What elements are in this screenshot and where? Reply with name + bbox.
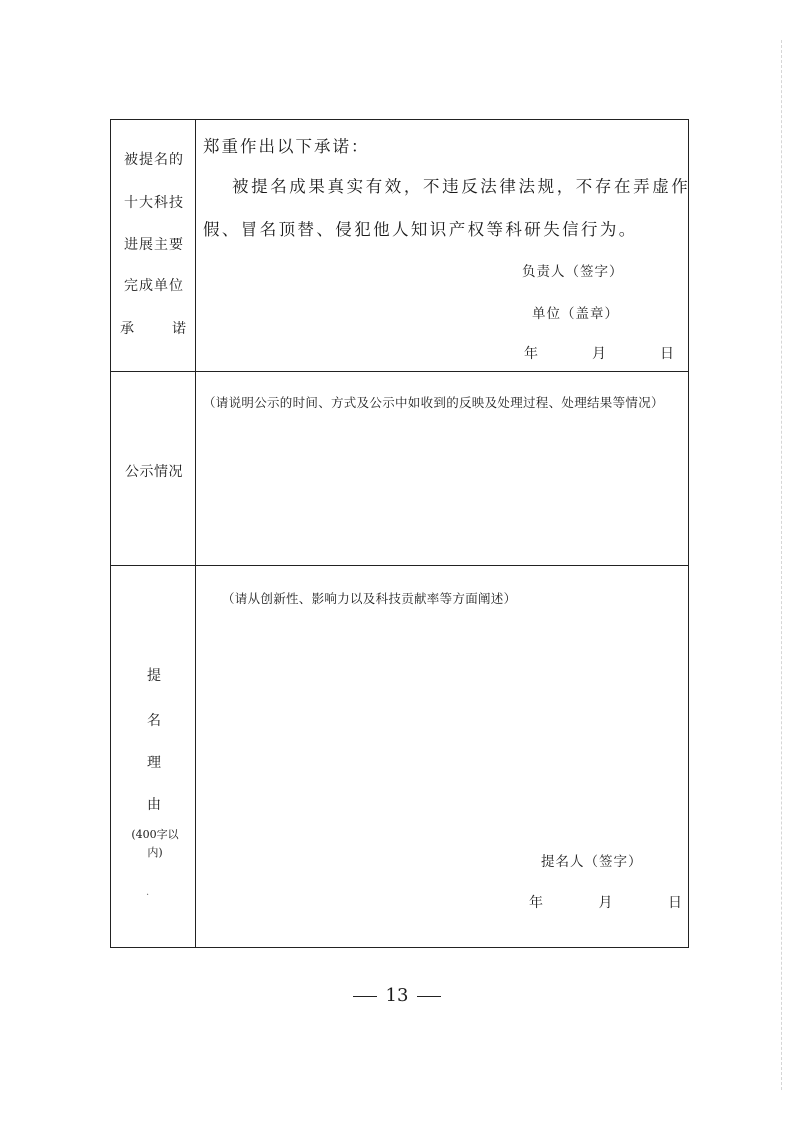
publicity-instructions: （请说明公示的时间、方式及公示中如收到的反映及处理过程、处理结果等情况） [203,395,664,410]
date-month: 月 [592,346,606,362]
date-month: 月 [598,895,613,911]
word-limit-note [123,826,187,862]
date-day: 日 [660,346,674,362]
nominator-signature: 提名人（签字） [541,854,643,870]
page-number-dash-left [353,996,377,997]
row-divider-2 [111,565,688,566]
row1-label-char-2: 诺 [172,321,186,337]
commitment-text-line-2: 假、冒名顶替、侵犯他人知识产权等科研失信行为。 [203,220,638,239]
page-number [0,985,794,1006]
scan-edge-artifact [781,40,782,1090]
row1-label-line-1: 被提名的 [124,152,184,168]
reason-label-char-1: 提 [147,668,161,684]
row1-label-line-5 [120,318,186,338]
word-limit-line-1: (400字以 [131,828,179,841]
row1-label-char-1: 承 [120,321,134,337]
word-limit-line-2: 内) [147,846,163,859]
column-divider [195,120,196,947]
page-number-value: 13 [385,985,409,1006]
row-divider-1 [111,371,688,372]
reason-instructions: （请从创新性、影响力以及科技贡献率等方面阐述） [222,591,517,606]
reason-label-char-4: 由 [147,797,161,813]
responsible-person-signature: 负责人（签字） [522,264,624,280]
stray-mark: · [146,890,150,901]
commitment-date [524,343,674,363]
commitment-form-table [110,119,689,948]
date-year: 年 [524,346,538,362]
page-number-dash-right [417,996,441,997]
publicity-label: 公示情况 [125,464,183,480]
commitment-text-line-1: 被提名成果真实有效，不违反法律法规，不存在弄虚作 [232,177,691,196]
row1-label-line-3: 进展主要 [124,237,184,253]
row1-label-line-4: 完成单位 [124,278,184,294]
date-year: 年 [529,895,543,911]
commitment-heading: 郑重作出以下承诺： [203,137,370,156]
date-day: 日 [668,895,682,911]
unit-seal: 单位（盖章） [532,306,619,322]
row1-label-line-2: 十大科技 [124,195,184,211]
reason-label-char-2: 名 [147,713,161,729]
reason-label-char-3: 理 [147,755,161,771]
nomination-date [529,892,682,912]
